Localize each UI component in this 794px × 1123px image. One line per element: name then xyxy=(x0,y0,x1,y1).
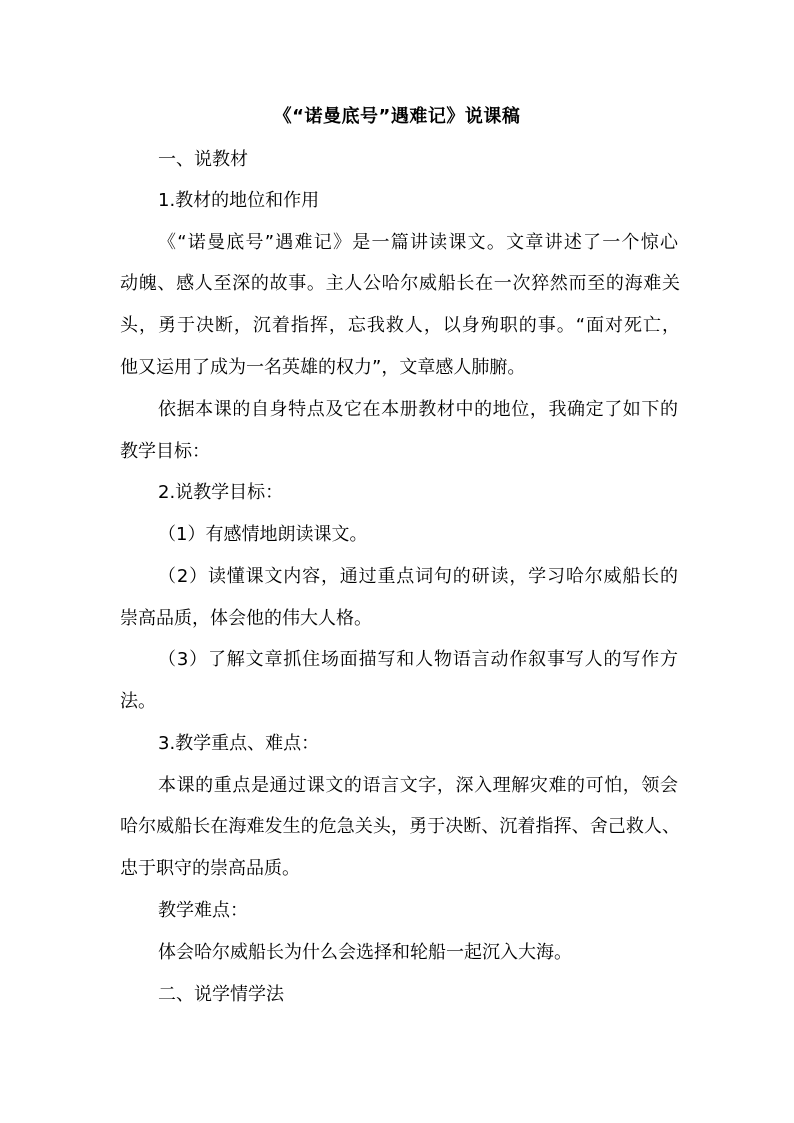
goal-item: （2）读懂课文内容，通过重点词句的研读，学习哈尔威船长的 xyxy=(158,566,678,587)
paragraph-line: 哈尔威船长在海难发生的危急关头，勇于决断、沉着指挥、舍己救人、 xyxy=(120,816,680,837)
subheading-teaching-goals: 2.说教学目标： xyxy=(158,482,284,503)
goal-item: （1）有感情地朗读课文。 xyxy=(158,524,368,545)
paragraph-line: 忠于职守的崇高品质。 xyxy=(120,858,300,879)
subheading-difficulty: 教学难点： xyxy=(158,900,248,921)
subheading-key-points: 3.教学重点、难点： xyxy=(158,733,320,754)
goal-item-continuation: 法。 xyxy=(120,691,156,712)
paragraph-line: 本课的重点是通过课文的语言文字，深入理解灾难的可怕，领会 xyxy=(158,775,678,796)
document-title: 《“诺曼底号”遇难记》说课稿 xyxy=(273,106,521,127)
paragraph-line: 体会哈尔威船长为什么会选择和轮船一起沉入大海。 xyxy=(158,942,572,963)
goal-item: （3）了解文章抓住场面描写和人物语言动作叙事写人的写作方 xyxy=(158,649,678,670)
subheading-position-role: 1.教材的地位和作用 xyxy=(158,190,320,211)
paragraph-line: 《“诺曼底号”遇难记》是一篇讲读课文。文章讲述了一个惊心 xyxy=(158,232,678,253)
section-heading-textbook: 一、说教材 xyxy=(158,149,248,170)
section-heading-learning: 二、说学情学法 xyxy=(158,984,284,1005)
paragraph-line: 动魄、感人至深的故事。主人公哈尔威船长在一次猝然而至的海难关 xyxy=(120,273,680,294)
paragraph-line: 依据本课的自身特点及它在本册教材中的地位，我确定了如下的 xyxy=(158,399,678,420)
goal-item-continuation: 崇高品质，体会他的伟大人格。 xyxy=(120,608,372,629)
paragraph-line: 他又运用了成为一名英雄的权力”，文章感人肺腑。 xyxy=(120,357,526,378)
paragraph-line: 头，勇于决断，沉着指挥，忘我救人，以身殉职的事。“面对死亡， xyxy=(120,315,680,336)
paragraph-line: 教学目标： xyxy=(120,441,210,462)
